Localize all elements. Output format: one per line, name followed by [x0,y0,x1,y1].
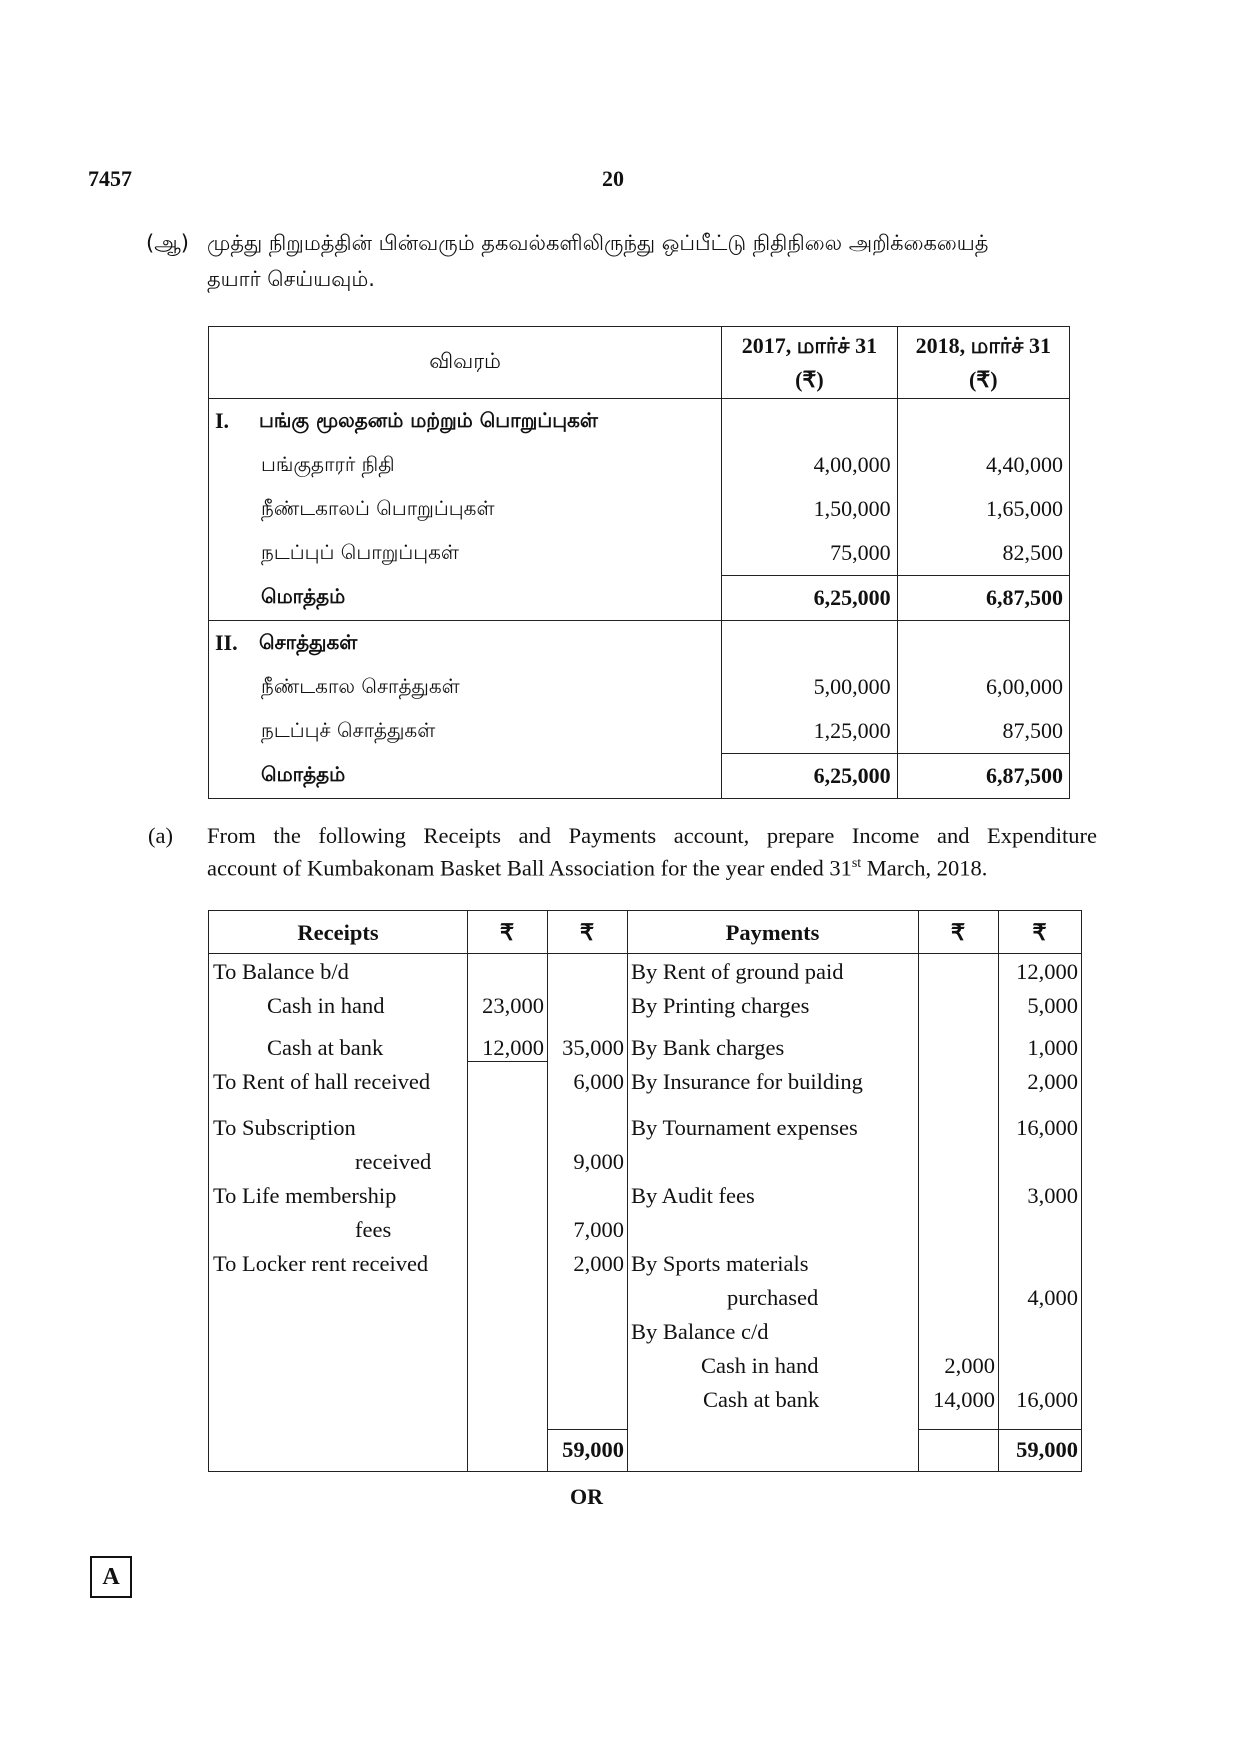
page-number: 20 [602,166,624,191]
english-question-line1: From the following Receipts and Payments account, prepare Income and Expenditure [207,823,1097,848]
or-label: OR [570,1484,603,1509]
value-cell: 4,40,000 [986,452,1063,477]
payment-item: By Printing charges [631,993,810,1018]
total-cell: 6,25,000 [722,753,896,798]
receipt-item: To Rent of hall received [213,1069,431,1094]
header-2018 [897,327,1069,399]
receipt-amount: 23,000 [482,993,544,1018]
section1-row-label: பங்குதாரர் நிதி [261,451,395,476]
section2-2017-values [722,621,897,799]
receipts-total: 59,000 [562,1437,624,1462]
receipt-amount: 12,000 [482,1035,544,1060]
receipt-amount: 2,000 [573,1251,624,1276]
section2-2018-values [897,621,1069,799]
value-cell: 1,25,000 [813,718,891,743]
tamil-question-marker: (ஆ) [146,231,189,255]
header-2017 [722,327,897,399]
total-cell: 6,25,000 [722,575,896,620]
receipt-amount: 9,000 [573,1149,624,1174]
payment-item: By Sports materials [631,1251,809,1276]
value-cell: 1,50,000 [813,496,891,521]
payment-item: Cash in hand [701,1353,819,1378]
payment-item: By Insurance for building [631,1069,863,1094]
payment-amount: 3,000 [1027,1183,1078,1208]
header-2017-date: 2017, மார்ச் 31 [741,332,878,358]
payment-amount: 16,000 [1016,1115,1078,1140]
receipt-item: Cash at bank [267,1035,384,1060]
section2-row-label: நடப்புச் சொத்துகள் [261,717,436,742]
english-question-marker: (a) [148,823,173,848]
payment-item: By Bank charges [631,1035,785,1060]
payment-amount: 5,000 [1027,993,1078,1018]
payment-amount: 12,000 [1016,959,1078,984]
receipt-amount: 6,000 [573,1069,624,1094]
tamil-question-line1: முத்து நிறுமத்தின் பின்வரும் தகவல்களிலிருந்து ஒப்பீட்டு நிதிநிலை அறிக்கையைத் [207,231,989,255]
payment-amount: 1,000 [1027,1035,1078,1060]
rupee-header: ₹ [1032,920,1047,945]
rupee-header: ₹ [499,920,515,945]
header-description: விவரம் [209,327,722,399]
rupee-header: ₹ [579,920,595,945]
value-cell: 87,500 [1002,718,1063,743]
section1-roman: I. [215,408,230,433]
payment-amount: 2,000 [944,1353,995,1378]
section1-labels [209,399,722,621]
receipts-header: Receipts [297,920,379,945]
payments-header: Payments [725,920,820,945]
payment-item: By Tournament expenses [631,1115,858,1140]
section1-row-label: நீண்டகாலப் பொறுப்புகள் [261,495,495,520]
receipt-item: To Life membership [213,1183,397,1208]
section2-row-label: நீண்டகால சொத்துகள் [261,673,460,698]
value-cell: 1,65,000 [986,496,1063,521]
payment-amount: 16,000 [1016,1387,1078,1412]
header-2018-date: 2018, மார்ச் 31 [915,332,1051,358]
section1-title: பங்கு மூலதனம் மற்றும் பொறுப்புகள் [259,407,598,432]
payments-total: 59,000 [1016,1437,1078,1462]
receipt-item: Cash in hand [267,993,385,1018]
tamil-question-line2: தயார் செய்யவும். [207,267,375,291]
section1-2017-values [722,399,897,621]
payment-item: By Audit fees [631,1183,755,1208]
receipt-item: fees [355,1217,392,1242]
value-cell: 6,00,000 [986,674,1063,699]
english-question-line2-tail: March, 2018. [861,855,988,881]
english-question-superscript: st [851,856,862,871]
receipts-payments-table [208,910,1082,1472]
header-2017-unit: (₹) [795,366,824,392]
receipt-amount: 35,000 [562,1035,624,1060]
payment-amount: 2,000 [1027,1069,1078,1094]
receipt-item: To Locker rent received [213,1251,429,1276]
payment-item: By Rent of ground paid [631,959,844,984]
header-2018-unit: (₹) [968,366,998,392]
section1-total-label: மொத்தம் [261,583,346,608]
value-cell: 75,000 [830,540,891,565]
version-box: A [90,1556,132,1598]
total-cell: 6,87,500 [898,575,1069,620]
section2-total-label: மொத்தம் [261,761,346,786]
english-question-line2-text: account of Kumbakonam Basket Ball Association for the year ended 31 [207,855,852,881]
english-question-line2 [207,850,987,883]
section2-roman: II. [215,630,238,655]
payment-amount: 4,000 [1027,1285,1078,1310]
section2-title: சொத்துகள் [259,629,358,654]
payment-item: purchased [727,1285,819,1310]
rupee-header: ₹ [950,920,966,945]
payment-amount: 14,000 [933,1387,995,1412]
payment-item: By Balance c/d [631,1319,769,1344]
receipt-item: received [355,1149,432,1174]
value-cell: 82,500 [1002,540,1063,565]
receipt-item: To Subscription [213,1115,356,1140]
section1-2018-values [897,399,1069,621]
total-cell: 6,87,500 [898,753,1069,798]
value-cell: 5,00,000 [813,674,891,699]
comparative-balance-table [208,326,1070,799]
page-code: 7457 [88,166,132,191]
receipt-item: To Balance b/d [213,959,349,984]
payment-item: Cash at bank [703,1387,820,1412]
section2-labels [209,621,722,799]
value-cell: 4,00,000 [813,452,891,477]
section1-row-label: நடப்புப் பொறுப்புகள் [261,539,459,564]
receipt-amount: 7,000 [573,1217,624,1242]
